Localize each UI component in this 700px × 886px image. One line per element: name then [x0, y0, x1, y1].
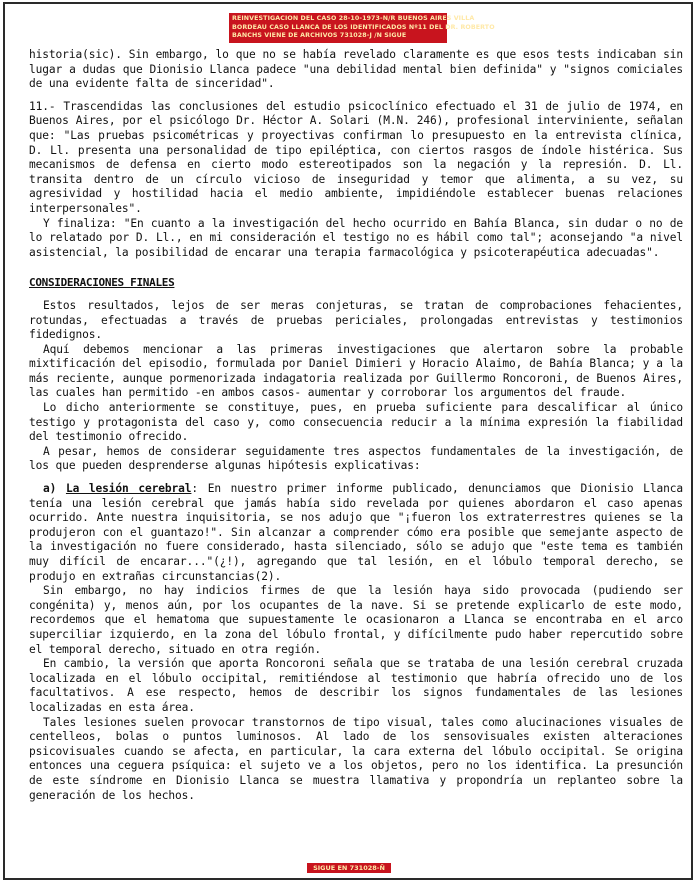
section-heading: CONSIDERACIONES FINALES — [29, 276, 175, 290]
paragraph: Tales lesiones suelen provocar transtornos de tipo visual, tales como alucinaciones visuales de centelleos, bolas o puntos luminosos. Al lado de los sensovisuales existen alteraciones psicovisuales cuando se afecta, en particular, la cara externa del lóbulo occipital. Se origina entonces una ceguera psíquica: el sujeto ve a los objetos, pero no los identifica. La presunción de este síndrome en Dionisio Llanca se muestra llamativa y propondría un replanteo sobre la generación de los hechos. — [29, 715, 683, 802]
footer-stamp: SIGUE EN 731028-Ñ — [307, 863, 391, 873]
document-body — [29, 48, 683, 803]
paragraph: En cambio, la versión que aporta Roncoroni señala que se trataba de una lesión cerebral cruzada localizada en el lóbulo occipital, remitiéndose al testimonio que habría ofrecido uno de los facultativos. A ese respecto, hemos de describir los signos fundamentales de las lesiones localizadas en esta área. — [29, 657, 683, 714]
paragraph: historia(sic). Sin embargo, lo que no se había revelado claramente es que esos tests indicaban sin lugar a dudas que Dionisio Llanca padece "una debilidad mental bien definida" y "signos comiciales de una evidente falta de sinceridad". — [29, 48, 683, 91]
paragraph: Y finaliza: "En cuanto a la investigación del hecho ocurrido en Bahía Blanca, sin dudar o no de lo relatado por D. Ll., en mi consideración el testigo no es hábil como tal"; aconsejando "a nivel asistencial, la posibilidad de encarar una terapia farmacológica y psicoterapéutica adecuadas". — [29, 216, 683, 259]
paragraph-text: : En nuestro primer informe publicado, denunciamos que Dionisio Llanca tenía una lesión cerebral que jamás había sido revelada por quienes abordaron el caso apenas ocurrido. Ante nuestra inquisitoria, se nos adujo que "¡fueron los extraterrestres quienes se la produjeron con el guantazo!". Sin alcanzar a comprender cómo era posible que semejante aspecto de la investigación no fuere considerado, hasta silenciado, sólo se adujo que "este tema es también muy difícil de encarar..."(¿!), agregando que tal lesión, en el lóbulo temporal derecho, se produjo en extrañas circunstancias(2). — [29, 482, 683, 583]
header-stamp-line: REINVESTIGACION DEL CASO 28-10-1973-N/R BUENOS AIRES VILLA — [232, 15, 475, 22]
header-stamp — [229, 13, 495, 43]
paragraph: Lo dicho anteriormente se constituye, pues, en prueba suficiente para descalificar al único testigo y protagonista del caso y, como consecuencia reducir a la mínima expresión la fiabilidad del testimonio ofrecido. — [29, 401, 683, 444]
paragraph: 11.- Trascendidas las conclusiones del estudio psicoclínico efectuado el 31 de julio de 1974, en Buenos Aires, por el psicólogo Dr. Héctor A. Solari (M.N. 246), profesional interviniente, señalan que: "Las pruebas psicométricas y proyectivas confirman lo presupuesto en la entrevista clínica, D. Ll. presenta una personalidad de tipo epiléptica, con ciertos rasgos de índole histérica. Sus mecanismos de defensa en cierto modo estereotipados son la negación y la represión. D. Ll. transita dentro de un círculo vicioso de inseguridad y temor que alimenta, a su vez, su agresividad y hostilidad hacia el medio ambiente, impidiéndole establecer buenas relaciones interpersonales". — [29, 99, 683, 215]
header-stamp-line: BANCHS VIENE DE ARCHIVOS 731028-J /N SIGUE — [232, 32, 407, 40]
paragraph: A pesar, hemos de considerar seguidamente tres aspectos fundamentales de la investigación, de los que pueden desprenderse algunas hipótesis explicativas: — [29, 444, 683, 473]
item-label: a) — [43, 482, 57, 496]
paragraph: Sin embargo, no hay indicios firmes de que la lesión haya sido provocada (pudiendo ser congénita) y, menos aún, por los ocupantes de la nave. Si se pretende explicarlo de este modo, recordemos que el hematoma que supuestamente le ocasionaron a Llanca se encontraba en el arco superciliar izquierdo, en la zona del lóbulo frontal, y difícilmente pudo haber repercutido sobre el temporal derecho, situado en otra región. — [29, 584, 683, 656]
paragraph: Estos resultados, lejos de ser meras conjeturas, se tratan de comprobaciones fehacientes, rotundas, efectuadas a través de pruebas periciales, prolongadas entrevistas y testimonios fidedignos. — [29, 298, 683, 342]
subheading: La lesión cerebral — [65, 482, 192, 496]
paragraph-item-a — [29, 482, 683, 584]
document-page — [3, 2, 693, 880]
header-stamp-line: BORDEAU CASO LLANCA DE LOS IDENTIFICADOS Nº11 DEL DR. ROBERTO — [232, 23, 495, 31]
paragraph: Aquí debemos mencionar a las primeras investigaciones que alertaron sobre la probable mixtificación del episodio, formulada por Daniel Dimieri y Horacio Alaimo, de Bahía Blanca; y a la más reciente, aunque pormenorizada indagatoria realizada por Guillermo Roncoroni, de Buenos Aires, las cuales han permitido -en ambos casos- aumentar y corroborar los argumentos del fraude. — [29, 342, 683, 400]
